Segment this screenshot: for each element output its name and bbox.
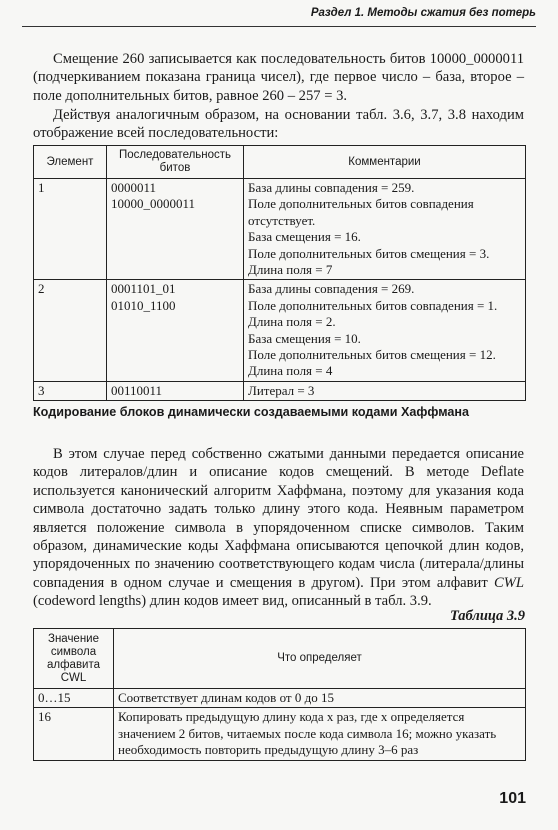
- column-header-meaning: Что определяет: [114, 629, 526, 689]
- column-header-element: Элемент: [34, 146, 107, 179]
- comments-cell: [244, 280, 526, 381]
- column-header-value: Значение символа алфавита CWL: [34, 629, 114, 689]
- meaning-cell: Копировать предыдущую длину кода x раз, где x определяется значением 2 битов, читаемых после кода символа 16; можно указать необходимость повторить предыдущую длину 3–6 раз: [114, 708, 526, 760]
- value-cell: 0…15: [34, 689, 114, 708]
- table-row: [34, 280, 526, 381]
- table-row: [34, 708, 526, 760]
- meaning-cell: Соответствует длинам кодов от 0 до 15: [114, 689, 526, 708]
- alphabet-name: CWL: [493, 574, 524, 591]
- bits-line: 00110011: [111, 382, 163, 398]
- bits-line: 0001101_01: [111, 281, 176, 297]
- column-header-bits: Последовательность битов: [107, 146, 244, 179]
- paragraph-text: (codeword lengths) длин кодов имеет вид, описанный в табл. 3.9.: [33, 593, 432, 610]
- page-number: 101: [499, 790, 526, 807]
- bits-cell: [107, 280, 244, 381]
- comment-line: База смещения = 10.: [248, 330, 361, 346]
- comment-line: Поле дополнительных битов совпадения = 1.: [248, 297, 498, 313]
- value-cell: 16: [34, 708, 114, 760]
- bits-cell: [107, 381, 244, 400]
- element-cell: 2: [34, 280, 107, 381]
- comment-line: Длина поля = 4: [248, 363, 333, 379]
- column-header-comments: Комментарии: [244, 146, 526, 179]
- running-header: Раздел 1. Методы сжатия без потерь: [310, 7, 536, 19]
- sequence-mapping-table: [33, 145, 526, 401]
- header-rule: [22, 26, 536, 27]
- comment-line: База длины совпадения = 259.: [248, 180, 415, 195]
- bits-line: 01010_1100: [111, 297, 176, 313]
- comment-line: Длина поля = 7: [248, 262, 333, 278]
- comment-line: База смещения = 16.: [248, 229, 361, 245]
- comments-cell: [244, 179, 526, 280]
- paragraph-offset-encoding: Смещение 260 записывается как последовательность битов 10000_0000011 (подчеркиванием показана граница чисел), где первое число – база, второе – поле дополнительных битов, равное 260 – 257 = 3.: [33, 51, 524, 104]
- paragraph-dynamic-huffman: [33, 445, 524, 611]
- bits-line: 10000_0000011: [111, 196, 196, 212]
- section-heading: Кодирование блоков динамически создаваемыми кодами Хаффмана: [33, 405, 470, 419]
- cwl-alphabet-table: [33, 628, 526, 761]
- table-row: [34, 381, 526, 400]
- paragraph-text: В этом случае перед собственно сжатыми данными передается описание кодов литералов/длин и описание кодов смещений. В методе Deflate используется канонический алгоритм Хаффмана, поэтому для указания кода символа достаточно задать только длину этого кода. Неявным параметром является положение символа в упорядоченном списке символов. Таким образом, динамические коды Хаффмана описываются цепочкой длин кодов, упорядоченных по значению соответствующего кодам числа (литерала/длины совпадения в одном случае и смещения в другом). При этом алфавит: [33, 446, 524, 591]
- comment-line: Длина поля = 2.: [248, 314, 336, 330]
- bits-cell: [107, 179, 244, 280]
- paragraph-mapping-intro: Действуя аналогичным образом, на основании табл. 3.6, 3.7, 3.8 находим отображение всей последовательности:: [33, 107, 524, 142]
- comment-line: База длины совпадения = 269.: [248, 281, 415, 297]
- comment-line: Литерал = 3: [248, 382, 315, 398]
- comment-line: Поле дополнительных битов смещения = 12.: [248, 347, 496, 363]
- comment-line: Поле дополнительных битов смещения = 3.: [248, 245, 490, 261]
- table-row: [34, 179, 526, 280]
- bits-line: 0000011: [111, 180, 157, 195]
- table-caption: Таблица 3.9: [449, 608, 525, 624]
- comments-cell: [244, 381, 526, 400]
- element-cell: 3: [34, 381, 107, 400]
- element-cell: 1: [34, 179, 107, 280]
- comment-line: Поле дополнительных битов совпадения отсутствует.: [248, 196, 474, 228]
- table-row: [34, 689, 526, 708]
